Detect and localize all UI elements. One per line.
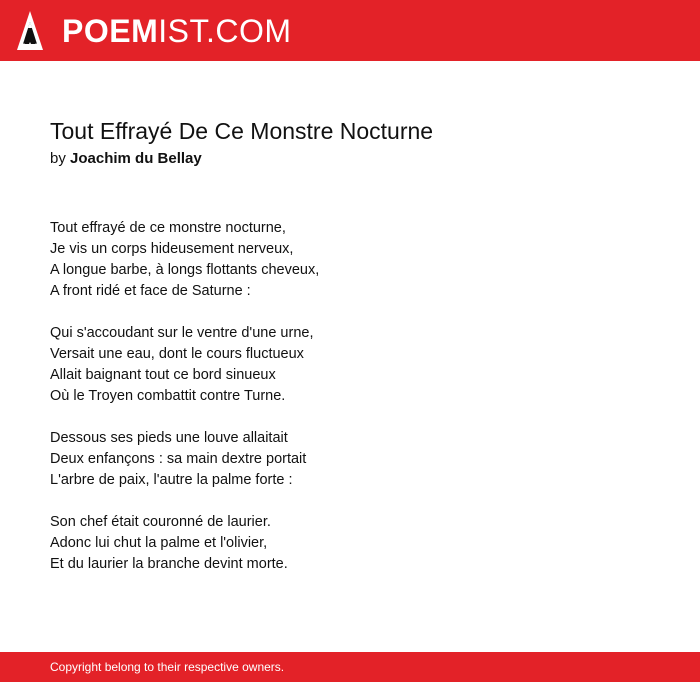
- poem-title: Tout Effrayé De Ce Monstre Nocturne: [50, 118, 434, 144]
- poem-content: [50, 116, 650, 596]
- poem-line: Tout effrayé de ce monstre nocturne,: [50, 220, 286, 236]
- poem-body: [50, 218, 650, 575]
- site-footer: [0, 652, 700, 682]
- poem-line: Versait une eau, dont le cours fluctueux: [50, 346, 304, 362]
- poem-line: Qui s'accoudant sur le ventre d'une urne,: [50, 325, 314, 341]
- stanza: [50, 428, 650, 491]
- poem-line: Dessous ses pieds une louve allaitait: [50, 430, 288, 446]
- stanza: [50, 323, 650, 407]
- poem-line: A front ridé et face de Saturne :: [50, 283, 251, 299]
- poem-line: Allait baignant tout ce bord sinueux: [50, 367, 276, 383]
- pen-nib-icon[interactable]: [16, 10, 44, 52]
- site-logo[interactable]: [62, 13, 292, 49]
- poem-line: Deux enfançons : sa main dextre portait: [50, 451, 307, 467]
- poem-line: Son chef était couronné de laurier.: [50, 514, 271, 530]
- poem-line: Adonc lui chut la palme et l'olivier,: [50, 535, 268, 551]
- poem-line: Où le Troyen combattit contre Turne.: [50, 388, 286, 404]
- poem-line: A longue barbe, à longs flottants cheveux,: [50, 262, 320, 278]
- site-header: [0, 0, 700, 61]
- stanza: [50, 512, 650, 575]
- stanza: [50, 218, 650, 302]
- logo-brand-rest: IST.COM: [158, 13, 292, 49]
- copyright-notice: Copyright belong to their respective owners.: [50, 660, 285, 674]
- poem-line: Et du laurier la branche devint morte.: [50, 556, 288, 572]
- poem-line: Je vis un corps hideusement nerveux,: [50, 241, 294, 257]
- poem-author: Joachim du Bellay: [70, 150, 202, 167]
- poem-line: L'arbre de paix, l'autre la palme forte :: [50, 472, 293, 488]
- logo-brand-bold: POEM: [62, 13, 159, 49]
- poem-byline: [50, 148, 650, 170]
- byline-prefix: by: [50, 150, 66, 167]
